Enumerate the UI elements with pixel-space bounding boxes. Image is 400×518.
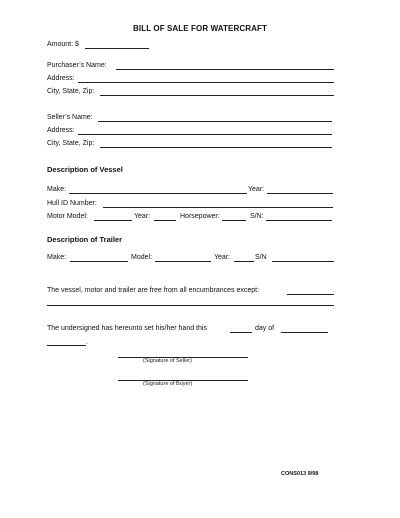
seller-address-label: Address: [47,127,75,134]
purchaser-name-field[interactable] [116,69,334,70]
encumbrance-field-2[interactable] [47,305,334,306]
seller-signature-caption: (Signature of Seller) [143,358,192,364]
amount-label: Amount: $ [47,41,79,48]
motor-model-field[interactable] [94,220,132,221]
purchaser-name-label: Purchaser’s Name: [47,62,107,69]
purchaser-address-label: Address: [47,75,75,82]
vessel-heading: Description of Vessel [47,165,123,174]
seller-name-field[interactable] [98,121,332,122]
trailer-model-field[interactable] [155,261,211,262]
encumbrance-text: The vessel, motor and trailer are free from all encumbrances except: [47,287,260,294]
trailer-year-label: Year: [214,254,231,261]
buyer-signature-caption: (Signature of Buyer) [143,381,193,387]
attestation-day-field[interactable] [230,332,252,333]
motor-model-label: Motor Model: [47,213,88,220]
trailer-model-label: Model: [131,254,153,261]
trailer-sn-field[interactable] [272,261,334,262]
attestation-period: . [86,339,88,346]
encumbrance-field-1[interactable] [287,294,334,295]
hull-id-field[interactable] [103,207,333,208]
trailer-year-field[interactable] [234,261,254,262]
motor-sn-field[interactable] [266,220,332,221]
motor-year-field[interactable] [154,220,176,221]
vessel-year-field[interactable] [267,193,333,194]
amount-field[interactable] [85,48,149,49]
seller-name-label: Seller’s Name: [47,114,93,121]
vessel-year-label: Year: [248,186,265,193]
seller-address-field[interactable] [78,134,332,135]
trailer-heading: Description of Trailer [47,235,123,244]
purchaser-address-field[interactable] [78,82,334,83]
horsepower-label: Horsepower: [180,213,220,220]
seller-city-label: City, State, Zip: [47,140,95,147]
attestation-day-of-label: day of [255,325,275,332]
form-code: CONS013 9/98 [281,471,319,477]
vessel-make-field[interactable] [69,193,247,194]
attestation-text: The undersigned has hereunto set his/her hand this [47,325,207,332]
vessel-make-label: Make: [47,186,67,193]
form-title: BILL OF SALE FOR WATERCRAFT [133,24,267,33]
purchaser-city-label: City, State, Zip: [47,88,95,95]
motor-sn-label: S/N: [250,213,264,220]
attestation-month-field[interactable] [281,332,328,333]
motor-year-label: Year: [134,213,151,220]
trailer-make-field[interactable] [70,261,128,262]
hull-id-label: Hull ID Number: [47,200,97,207]
attestation-year-field[interactable] [47,345,86,346]
trailer-sn-label: S/N [255,254,267,261]
horsepower-field[interactable] [222,220,246,221]
purchaser-city-field[interactable] [100,95,334,96]
seller-city-field[interactable] [100,147,332,148]
trailer-make-label: Make: [47,254,67,261]
